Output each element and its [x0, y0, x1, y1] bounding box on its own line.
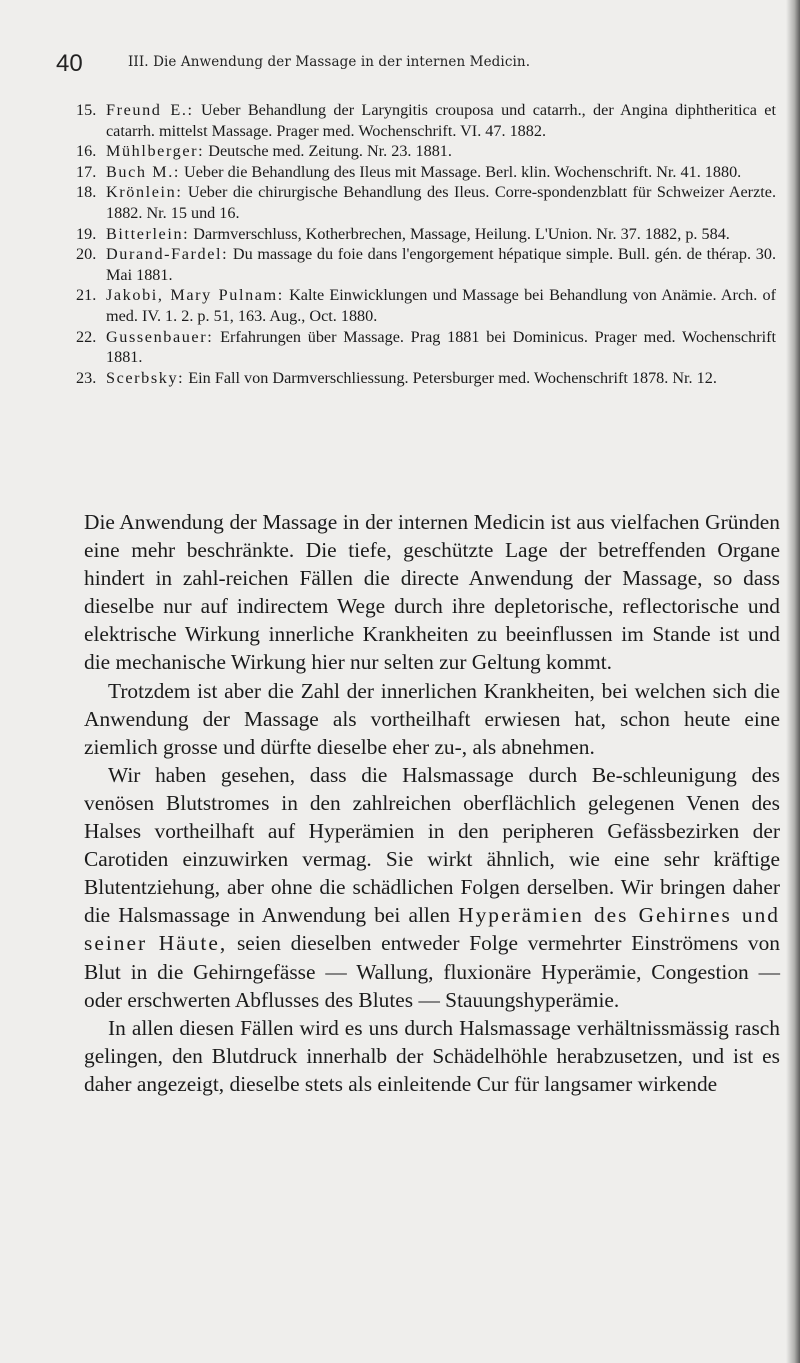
reference-item [76, 100, 776, 141]
reference-list [76, 100, 776, 388]
reference-text: Ueber die Behandlung des Ileus mit Massage. Berl. klin. Wochenschrift. Nr. 41. 1880. [179, 162, 742, 181]
reference-item [76, 327, 776, 368]
reference-number: 20. [76, 245, 97, 264]
reference-author: Jakobi, Mary Pulnam: [106, 286, 284, 305]
page-edge-shadow [786, 0, 800, 1363]
reference-text: Ueber Behandlung der Laryngitis crouposa und catarrh., der Angina diphtheritica et catarrh. mittelst Massage. Prager med. Wochenschrift. VI. 47. 1882. [106, 101, 776, 140]
reference-author: Gussenbauer: [106, 327, 214, 346]
reference-text: Erfahrungen über Massage. Prag 1881 bei Dominicus. Prager med. Wochenschrift 1881. [106, 327, 776, 367]
reference-number: 17. [76, 162, 97, 181]
paragraph-text: seien dieselben entweder Folge vermehrter Einströmens von Blut in die Gehirngefässe — Wallung, fluxionäre Hyperämie, Congestion — oder erschwerten Abflusses des Blutes — Stauungshyperämie. [84, 931, 780, 1012]
paragraph: In allen diesen Fällen wird es uns durch Halsmassage verhältnissmässig rasch gelingen, den Blutdruck innerhalb der Schädelhöhle herabzusetzen, und ist es daher angezeigt, dieselbe stets als einleitende Cur für langsamer wirkende [84, 1015, 780, 1096]
reference-number: 23. [76, 368, 97, 387]
reference-text: Deutsche med. Zeitung. Nr. 23. 1881. [204, 142, 452, 161]
reference-item [76, 182, 776, 223]
reference-text: Ein Fall von Darmverschliessung. Petersburger med. Wochenschrift 1878. Nr. 12. [184, 368, 717, 387]
reference-author: Buch M.: [106, 162, 180, 181]
reference-item [76, 244, 776, 285]
reference-item [76, 224, 776, 245]
reference-number: 18. [76, 183, 97, 202]
reference-text: Kalte Einwicklungen und Massage bei Behandlung von Anämie. Arch. of med. IV. 1. 2. p. 51, 163. Aug., Oct. 1880. [106, 286, 776, 325]
paragraph-text: Wir haben gesehen, dass die Halsmassage durch Be-schleunigung des venösen Blutstromes in den zahlreichen oberflächlich gelegenen Venen des Halses vortheilhaft auf Hyperämien in den peripheren Gefässbezirken der Carotiden einzuwirken vermag. Sie wirkt ähnlich, wie eine sehr kräftige Blutentziehung, aber ohne die schädlichen Folgen derselben. Wir bringen daher die Halsmassage in Anwendung bei allen [84, 762, 780, 928]
reference-author: Mühlberger: [106, 142, 205, 161]
body-text [84, 508, 780, 1098]
reference-author: Durand-Fardel: [106, 245, 229, 264]
reference-text: Darmverschluss, Kotherbrechen, Massage, Heilung. L'Union. Nr. 37. 1882, p. 584. [189, 224, 730, 243]
reference-number: 15. [76, 101, 97, 119]
emphasized-text: Hyperämien des Gehirnes und seiner Häute, [84, 903, 780, 956]
paragraph [84, 761, 780, 1014]
reference-item [76, 368, 776, 389]
page-number: 40 [56, 50, 83, 77]
reference-number: 21. [76, 286, 97, 305]
reference-item [76, 285, 776, 326]
reference-author: Bitterlein: [106, 224, 190, 243]
reference-number: 16. [76, 142, 97, 161]
reference-author: Scerbsky: [106, 368, 185, 387]
reference-number: 19. [76, 224, 97, 243]
reference-item [76, 141, 776, 162]
reference-author: Krönlein: [106, 183, 183, 202]
reference-number: 22. [76, 327, 97, 346]
reference-text: Ueber die chirurgische Behandlung des Ileus. Corre-spondenzblatt für Schweizer Aerzte. 1882. Nr. 15 und 16. [106, 183, 776, 222]
reference-text: Du massage du foie dans l'engorgement hépatique simple. Bull. gén. de thérap. 30. Mai 1881. [106, 245, 776, 284]
paragraph: Die Anwendung der Massage in der internen Medicin ist aus vielfachen Gründen eine mehr beschränkte. Die tiefe, geschützte Lage der betreffenden Organe hindert in zahl-reichen Fällen die directe Anwendung der Massage, so dass dieselbe nur auf indirectem Wege durch ihre depletorische, reflectorische und elektrische Wirkung innerliche Krankheiten zu beeinflussen im Stande ist und die mechanische Wirkung hier nur selten zur Geltung kommt. [84, 510, 780, 675]
paragraph: Trotzdem ist aber die Zahl der innerlichen Krankheiten, bei welchen sich die Anwendung der Massage als vortheilhaft erwiesen hat, schon heute eine ziemlich grosse und dürfte dieselbe eher zu-, als abnehmen. [84, 678, 780, 759]
reference-item [76, 162, 776, 183]
page-header [56, 48, 760, 82]
reference-author: Freund E.: [106, 101, 194, 119]
running-head: III. Die Anwendung der Massage in der internen Medicin. [128, 54, 531, 70]
